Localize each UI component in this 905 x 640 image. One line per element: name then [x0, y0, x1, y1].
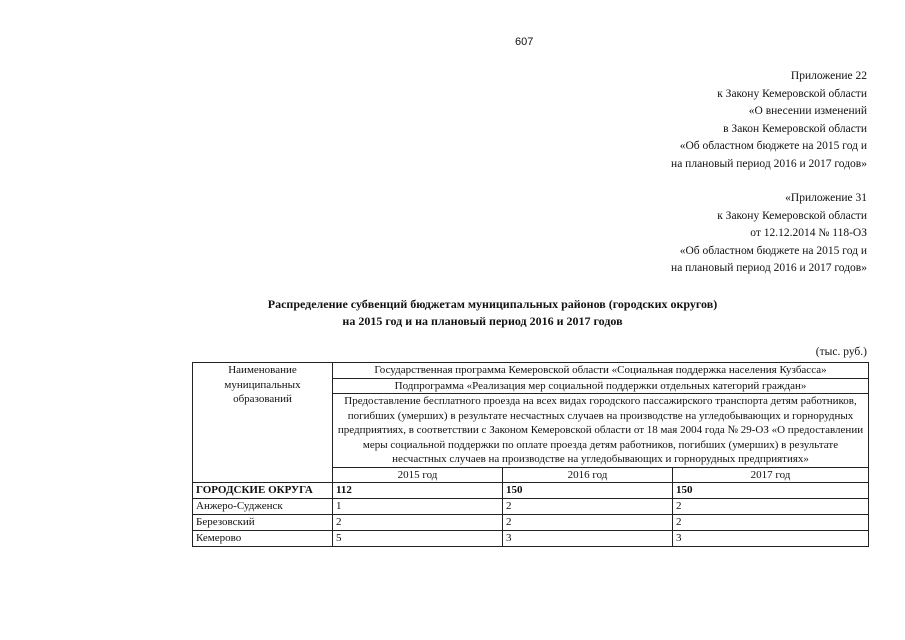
row-value: 2 — [333, 515, 503, 531]
row-value: 2 — [503, 499, 673, 515]
row-value: 5 — [333, 531, 503, 547]
appendix-22-block — [671, 68, 867, 174]
appendix-22-line: Приложение 22 — [790, 70, 867, 82]
appendix-31-line: на плановый период 2016 и 2017 годов» — [671, 262, 867, 275]
appendix-31-line: к Закону Кемеровской области — [717, 209, 867, 222]
row-name: ГОРОДСКИЕ ОКРУГА — [193, 483, 333, 499]
municipality-name-header: Наименование муниципальных образований — [193, 363, 333, 483]
row-name: Кемерово — [193, 531, 333, 547]
page-number: 607 — [515, 36, 534, 48]
subvention-table — [192, 362, 869, 547]
table-row — [193, 515, 869, 531]
row-value: 1 — [333, 499, 503, 515]
units-label: (тыс. руб.) — [815, 346, 867, 358]
document-title-line-2: на 2015 год и на плановый период 2016 и 2017 годов — [342, 314, 623, 328]
table-row — [193, 499, 869, 515]
appendix-22-line: «Об областном бюджете на 2015 год и — [679, 140, 867, 153]
year-header: 2016 год — [503, 467, 673, 483]
document-title-line-1: Распределение субвенций бюджетам муниципальных районов (городских округов) — [267, 297, 718, 311]
row-value: 150 — [503, 483, 673, 499]
year-header: 2015 год — [333, 467, 503, 483]
program-header: Государственная программа Кемеровской области «Социальная поддержка населения Кузбасса» — [333, 363, 869, 379]
subprogram-header: Подпрограмма «Реализация мер социальной поддержки отдельных категорий граждан» — [333, 378, 869, 394]
row-name: Анжеро-Судженск — [193, 499, 333, 515]
table-row-total — [193, 483, 869, 499]
row-value: 2 — [673, 515, 869, 531]
row-value: 150 — [673, 483, 869, 499]
appendix-22-line: на плановый период 2016 и 2017 годов» — [671, 157, 867, 170]
measure-description-header: Предоставление бесплатного проезда на всех видах городского пассажирского транспорта детям работников, погибших (умерших) в результате несчастных случаев на производстве на угледобывающих и горнорудных предприятиях, в соответствии с Законом Кемеровской области от 18 мая 2004 года № 29-ОЗ «О предоставлении меры социальной поддержки по оплате проезда детям работников, погибших (умерших) в результате несчастных случаев на производстве на угледобывающих и горнорудных предприятиях» — [333, 394, 869, 468]
row-value: 112 — [333, 483, 503, 499]
row-value: 3 — [673, 531, 869, 547]
row-value: 3 — [503, 531, 673, 547]
appendix-31-line: от 12.12.2014 № 118-ОЗ — [750, 227, 867, 240]
row-name: Березовский — [193, 515, 333, 531]
appendix-22-line: к Закону Кемеровской области — [717, 87, 867, 100]
appendix-31-line: «Приложение 31 — [785, 192, 867, 204]
row-value: 2 — [503, 515, 673, 531]
appendix-31-block — [671, 190, 867, 278]
document-title — [0, 296, 905, 330]
appendix-22-line: «О внесении изменений — [748, 105, 867, 118]
row-value: 2 — [673, 499, 869, 515]
table-row — [193, 531, 869, 547]
appendix-22-line: в Закон Кемеровской области — [723, 122, 867, 135]
year-header: 2017 год — [673, 467, 869, 483]
appendix-31-line: «Об областном бюджете на 2015 год и — [679, 244, 867, 257]
